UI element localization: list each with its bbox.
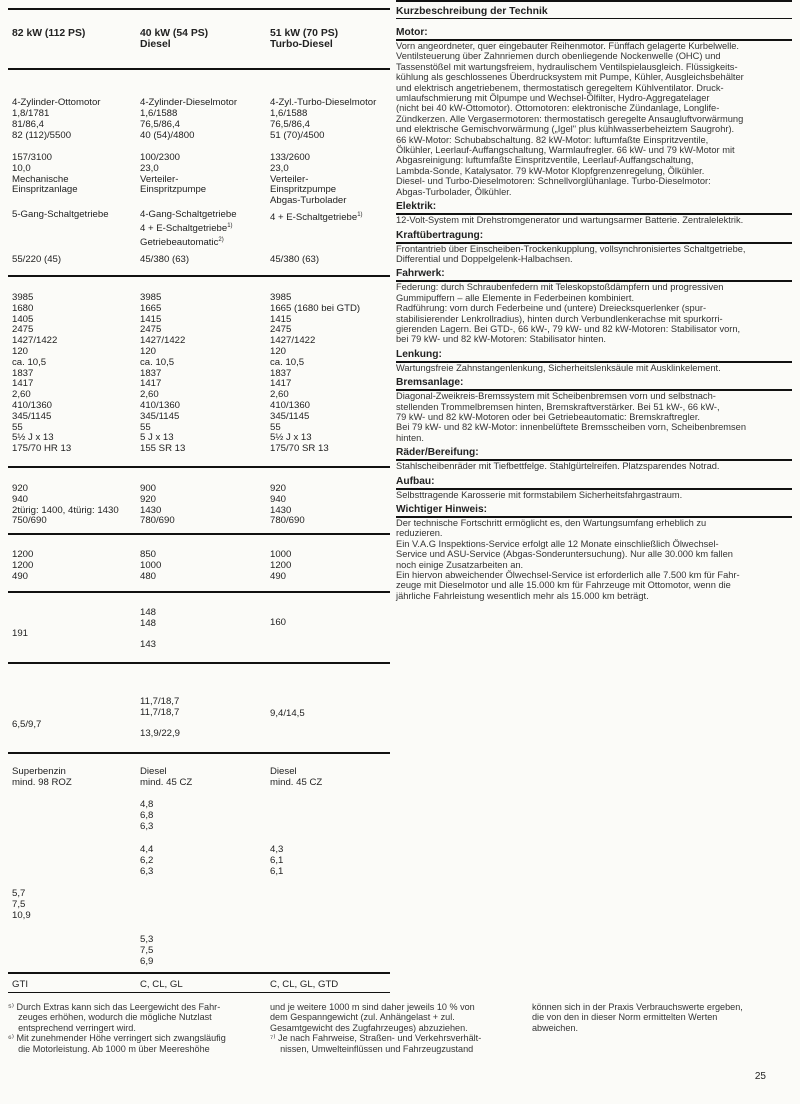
top-speed-spec: 148 148 143 [140, 607, 157, 651]
torque-spec: 133/2600 23,0 Verteiler- Einspritzpumpe Abgas-Turbolader [270, 152, 347, 207]
top-speed-spec: 191 [12, 628, 29, 639]
acceleration-spec: 9,4/14,5 [270, 708, 305, 719]
section-title-raeder-bereifung: Räder/Bereifung: [396, 447, 792, 461]
acceleration-spec: 11,7/18,7 11,7/18,7 13,9/22,9 [140, 696, 181, 740]
model-variants: C, CL, GL, GTD [270, 979, 339, 990]
model-variants: C, CL, GL [140, 979, 183, 990]
gearbox-spec: 4 + E-Schaltgetriebe$^{1)}$ [270, 212, 363, 224]
section-rule [8, 992, 390, 993]
right-top-rule [396, 0, 792, 2]
section-title-aufbau: Aufbau: [396, 476, 792, 490]
torque-spec: 157/3100 10,0 Mechanische Einspritzanlage [12, 152, 78, 196]
section-title-bremsanlage: Bremsanlage: [396, 377, 792, 391]
column-header-82kw: 82 kW (112 PS) [12, 28, 86, 39]
weights-spec: 920 940 2türig: 1400, 4türig: 1430 750/690 [12, 483, 119, 527]
model-variants: GTI [12, 979, 28, 990]
fuel-spec: Diesel mind. 45 CZ [140, 766, 193, 788]
section-rule [8, 275, 390, 277]
dimensions-spec: 3985 1680 1405 2475 1427/1422 120 ca. 10,5 1837 1417 2,60 410/1360 345/1145 55 5½ J x 13 175/70 HR 13 [12, 292, 72, 455]
section-title-lenkung: Lenkung: [396, 349, 792, 363]
fuel-spec: Diesel mind. 45 CZ [270, 766, 323, 788]
column-header-40kw-diesel: 40 kW (54 PS) Diesel [140, 28, 209, 50]
engine-spec: 4-Zyl.-Turbo-Dieselmotor 1,6/1588 76,5/86,4 [270, 97, 377, 130]
torque-spec: 100/2300 23,0 Verteiler- Einspritzpumpe [140, 152, 207, 196]
section-rule [8, 533, 390, 535]
section-body-raeder-bereifung: Stahlscheibenräder mit Tiefbettfelge. Stahlgürtelreifen. Platzsparendes Notrad. [396, 461, 720, 472]
section-rule [8, 591, 390, 593]
consumption-spec: 5,3 7,5 6,9 [140, 934, 154, 967]
power-spec: 40 (54)/4800 [140, 130, 195, 141]
consumption-spec: 4,8 6,8 6,3 [140, 799, 154, 832]
acceleration-spec: 6,5/9,7 [12, 719, 42, 730]
section-body-lenkung: Wartungsfreie Zahnstangenlenkung, Sicherheitslenksäule mit Ausklinkelement. [396, 362, 721, 373]
gearbox-spec: 5-Gang-Schaltgetriebe [12, 209, 109, 220]
footnote-block-1: ⁵⁾ Durch Extras kann sich das Leergewicht des Fahr- zeuges erhöhen, wodurch die mögliche Nutzlast entsprechend verringert wird. ⁶⁾ Mit zunehmender Höhe verringert sich zwangsläufig die Motorleistung. Ab 1000 m über Meereshöhe [8, 1002, 226, 1054]
section-title-wichtiger-hinweis: Wichtiger Hinweis: [396, 504, 792, 518]
weights-spec: 920 940 1430 780/690 [270, 483, 305, 527]
trailer-load-spec: 850 1000 480 [140, 549, 162, 582]
fuel-spec: Superbenzin mind. 98 ROZ [12, 766, 72, 788]
dimensions-spec: 3985 1665 (1680 bei GTD) 1415 2475 1427/1422 120 ca. 10,5 1837 1417 2,60 410/1360 345/1145 55 5½ J x 13 175/70 SR 13 [270, 292, 361, 455]
section-rule [8, 752, 390, 754]
header-rule [8, 68, 390, 70]
trailer-load-spec: 1000 1200 490 [270, 549, 292, 582]
power-spec: 82 (112)/5500 [12, 130, 72, 141]
section-body-kraftuebertragung: Frontantrieb über Einscheiben-Trockenkupplung, vollsynchronisiertes Schaltgetriebe, Differential und Doppelgelenk-Halbachsen. [396, 243, 746, 264]
power-spec: 51 (70)/4500 [270, 130, 325, 141]
column-header-51kw-turbo-diesel: 51 kW (70 PS) Turbo-Diesel [270, 28, 339, 50]
top-speed-spec: 160 [270, 617, 287, 628]
page-number: 25 [754, 1071, 766, 1082]
section-title-fahrwerk: Fahrwerk: [396, 268, 792, 282]
section-body-wichtiger-hinweis: Der technische Fortschritt ermöglicht es, den Wartungsumfang erheblich zu reduzieren. Ein V.A.G Inspektions-Service erfolgt alle 12 Monate einschließlich Ölwechsel- Service und ASU-Service (Abgas-Sonderuntersuchung). Nur alle 30.000 km fallen noch einige Zusatzarbeiten an. Ein hiervon abweichender Ölwechsel-Service ist erforderlich alle 7.500 km für Fahr- zeuge mit Dieselmotor und alle 15.000 km für Fahrzeuge mit Ottomotor, wenn die jährliche Fahrleistung wesentlich mehr als 15.000 km beträgt. [396, 518, 740, 601]
dimensions-spec: 3985 1665 1415 2475 1427/1422 120 ca. 10,5 1837 1417 2,60 410/1360 345/1145 55 5 J x 13 155 SR 13 [140, 292, 186, 455]
section-body-aufbau: Selbsttragende Karosserie mit formstabilem Sicherheitsfahrgastraum. [396, 489, 683, 500]
section-title-kraftuebertragung: Kraftübertragung: [396, 230, 792, 244]
gearbox-spec: 4-Gang-Schaltgetriebe 4 + E-Schaltgetriebe$^{1)}$ Getriebeautomatic$^{2)}$ [140, 209, 237, 248]
consumption-spec: 5,7 7,5 10,9 [12, 888, 31, 921]
weights-spec: 900 920 1430 780/690 [140, 483, 175, 527]
section-body-elektrik: 12-Volt-System mit Drehstromgenerator und wartungsarmer Batterie. Zentralelektrik. [396, 215, 744, 226]
battery-spec: 55/220 (45) [12, 254, 62, 265]
trailer-load-spec: 1200 1200 490 [12, 549, 34, 582]
footnote-block-2: und je weitere 1000 m sind daher jeweils 10 % von dem Gespanngewicht (zul. Anhängelast + zul. Gesamtgewicht des Zugfahrzeuges) abzuziehen. ⁷⁾ Je nach Fahrweise, Straßen- und Verkehrsverhält- nissen, Umwelteinflüssen und Fahrzeugzustand [270, 1002, 482, 1054]
section-title-elektrik: Elektrik: [396, 201, 792, 215]
section-title-motor: Motor: [396, 27, 792, 41]
battery-spec: 45/380 (63) [140, 254, 190, 265]
section-body-fahrwerk: Federung: durch Schraubenfedern mit Teleskopstoßdämpfern und progressiven Gummipuffern – alle Elemente in Federbeinen kombiniert. Radführung: vorn durch Federbeine und (untere) Dreiecksquerlenker (spur- stabilisierender Lenkrollradius), hinten durch Verbundlenkerachse mit spurkorri- gierenden Lagern. Bei GTD-, 66 kW-, 79 kW- und 82 kW-Motoren: Stabilisator vorn, bei 79 kW- und 82 kW-Motoren: Stabilisator hinten. [396, 282, 741, 345]
technical-description-heading: Kurzbeschreibung der Technik [396, 6, 792, 19]
engine-spec: 4-Zylinder-Dieselmotor 1,6/1588 76,5/86,4 [140, 97, 238, 130]
engine-spec: 4-Zylinder-Ottomotor 1,8/1781 81/86,4 [12, 97, 101, 130]
section-rule [8, 466, 390, 468]
footnote-block-3: können sich in der Praxis Verbrauchswerte ergeben, die von den in dieser Norm ermittelten Werten abweichen. [532, 1002, 743, 1033]
section-body-bremsanlage: Diagonal-Zweikreis-Bremssystem mit Scheibenbremsen vorn und selbstnach- stellenden Trommelbremsen hinten, Bremskraftverstärker. Bei 51 kW-, 66 kW-, 79 kW- und 82 kW-Motoren oder bei Getriebeautomatic: Bremskraftregler. Bei 79 kW- und 82 kW-Motor: innenbelüftete Bremsscheiben vorn, Scheibenbremsen hinten. [396, 391, 747, 443]
battery-spec: 45/380 (63) [270, 254, 320, 265]
section-body-motor: Vorn angeordneter, quer eingebauter Reihenmotor. Fünffach gelagerte Kurbelwelle. Ventilsteuerung über Zahnriemen durch obenliegende Nockenwelle (OHC) und Tassenstößel mit wartungsfreiem, hydraulischem Ventilspielausgleich. Flüssigkeits- kühlung als geschlossenes Überdrucksystem mit Pumpe, Kühler, Ausgleichsbehälter und elektrisch angetriebenem, thermostatisch geregeltem Kühlventilator. Druck- umlaufschmierung mit Ölpumpe und Wechsel-Ölfilter, Hydro-Aggregatelager (nicht bei 40 kW-Ottomotor). Ottomotoren: elektronische Zündanlage, Longlife- Zündkerzen. Alle Vergasermotoren: thermostatisch geregelte Ansaugluftvorwärmung und elektrische Gemischvorwärmung („Igel" plus kühlwasserbeheiztem Saugrohr). 66 kW-Motor: Schubabschaltung. 82 kW-Motor: luftumfaßte Einspritzventile, Ölkühler, Leerlauf-Auffangschaltung, Warmlaufregler. 66 kW- und 79 kW-Motor mit Abgasreinigung: luftumfaßte Einspritzventile, Leerlauf-Auffangschaltung, Lambda-Sonde, Katalysator. 79 kW-Motor Klopfgrenzenregelung, Ölkühler. Diesel- und Turbo-Dieselmotoren: Schnellvorglühanlage. Turbo-Dieselmotor: Abgas-Turbolader, Ölkühler. [396, 41, 744, 197]
section-rule [8, 972, 390, 974]
top-rule [8, 8, 390, 10]
consumption-spec: 4,4 6,2 6,3 [140, 844, 154, 877]
section-rule [8, 662, 390, 664]
technical-description [396, 6, 792, 601]
consumption-spec: 4,3 6,1 6,1 [270, 844, 284, 877]
